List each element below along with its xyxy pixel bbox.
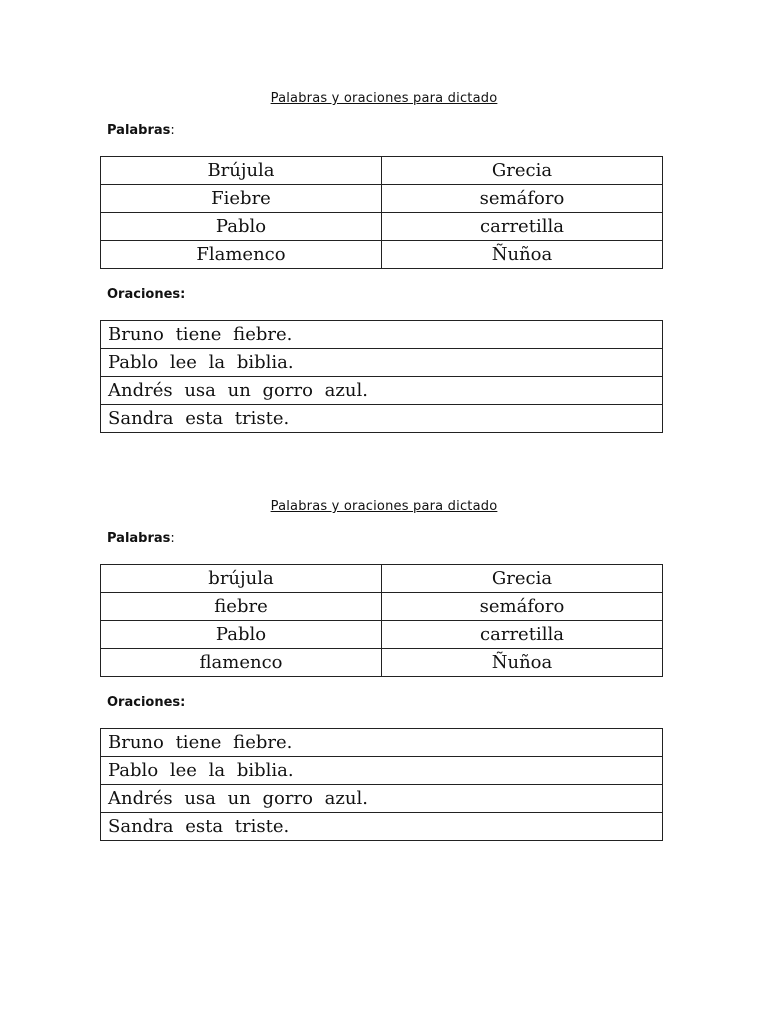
sentence-cell: Andrés usa un gorro azul. <box>101 377 663 405</box>
words-label <box>107 531 175 546</box>
word-cell: Flamenco <box>101 241 382 269</box>
table-row <box>101 321 663 349</box>
word-cell: Grecia <box>382 565 663 593</box>
word-cell: carretilla <box>382 213 663 241</box>
word-cell: Pablo <box>101 213 382 241</box>
sentence-cell: Bruno tiene fiebre. <box>101 729 663 757</box>
sentence-cell: Bruno tiene fiebre. <box>101 321 663 349</box>
sentences-label <box>107 287 185 302</box>
table-row <box>101 649 663 677</box>
sentence-cell: Pablo lee la biblia. <box>101 349 663 377</box>
sentence-cell: Sandra esta triste. <box>101 813 663 841</box>
word-cell: semáforo <box>382 185 663 213</box>
word-cell: Brújula <box>101 157 382 185</box>
sentence-cell: Andrés usa un gorro azul. <box>101 785 663 813</box>
table-row <box>101 565 663 593</box>
section-title: Palabras y oraciones para dictado <box>270 91 498 106</box>
words-label-colon: : <box>170 531 175 546</box>
words-label-text: Palabras <box>107 123 171 138</box>
words-label <box>107 123 175 138</box>
word-cell: Fiebre <box>101 185 382 213</box>
table-row <box>101 157 663 185</box>
table-row <box>101 813 663 841</box>
words-table <box>100 564 663 677</box>
table-row <box>101 241 663 269</box>
section-title: Palabras y oraciones para dictado <box>270 499 498 514</box>
word-cell: brújula <box>101 565 382 593</box>
sentence-cell: Sandra esta triste. <box>101 405 663 433</box>
sentences-table <box>100 320 663 433</box>
table-row <box>101 185 663 213</box>
sentences-table <box>100 728 663 841</box>
word-cell: Ñuñoa <box>382 649 663 677</box>
table-row <box>101 213 663 241</box>
sentence-cell: Pablo lee la biblia. <box>101 757 663 785</box>
sentences-label-text: Oraciones: <box>107 695 186 710</box>
word-cell: fiebre <box>101 593 382 621</box>
word-cell: Pablo <box>101 621 382 649</box>
word-cell: Grecia <box>382 157 663 185</box>
sentences-label <box>107 695 185 710</box>
table-row <box>101 785 663 813</box>
word-cell: semáforo <box>382 593 663 621</box>
table-row <box>101 593 663 621</box>
word-cell: Ñuñoa <box>382 241 663 269</box>
table-row <box>101 621 663 649</box>
table-row <box>101 757 663 785</box>
words-table <box>100 156 663 269</box>
table-row <box>101 377 663 405</box>
words-label-colon: : <box>170 123 175 138</box>
table-row <box>101 729 663 757</box>
word-cell: carretilla <box>382 621 663 649</box>
word-cell: flamenco <box>101 649 382 677</box>
sentences-label-text: Oraciones: <box>107 287 186 302</box>
table-row <box>101 405 663 433</box>
words-label-text: Palabras <box>107 531 171 546</box>
table-row <box>101 349 663 377</box>
